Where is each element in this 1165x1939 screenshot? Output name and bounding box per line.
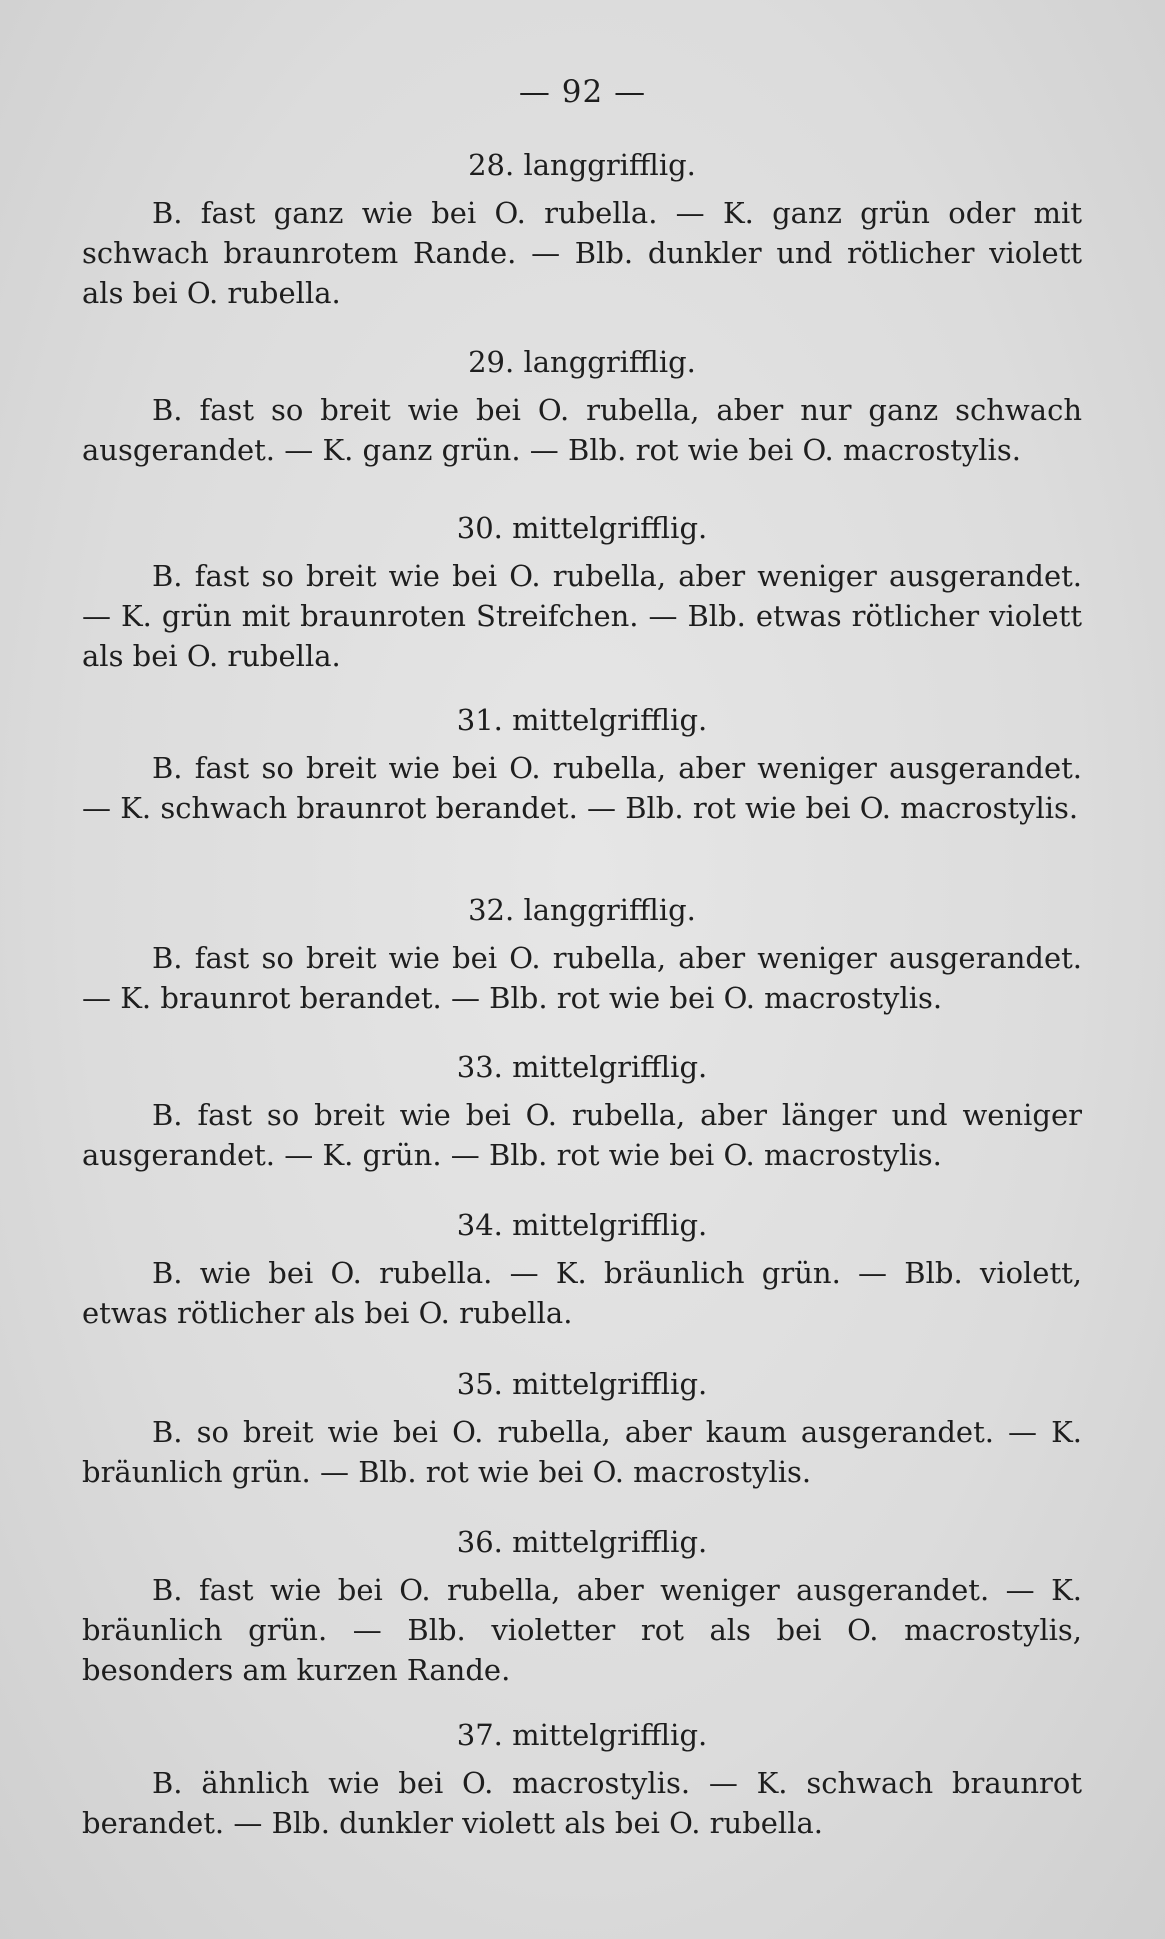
entry-heading: 32. langgrifflig.: [468, 893, 696, 927]
entry-text: B. fast so breit wie bei O. rubella, aber weniger ausgerandet. — K. grün mit braunroten Streifchen. — Blb. etwas rötlicher violett als bei O. rubella.: [82, 559, 1082, 673]
entry-37: [82, 1715, 1082, 1843]
entry-35: [82, 1364, 1082, 1492]
entry-36: [82, 1522, 1082, 1690]
entry-heading: 35. mittelgrifflig.: [456, 1367, 708, 1401]
entry-text: B. wie bei O. rubella. — K. bräunlich grün. — Blb. violett, etwas rötlicher als bei O. rubella.: [82, 1256, 1082, 1330]
entry-heading: 33. mittelgrifflig.: [456, 1050, 708, 1084]
entry-text: B. ähnlich wie bei O. macrostylis. — K. schwach braunrot berandet. — Blb. dunkler violett als bei O. rubella.: [82, 1766, 1082, 1840]
entry-heading: 34. mittelgrifflig.: [456, 1208, 708, 1242]
entry-text: B. fast ganz wie bei O. rubella. — K. ganz grün oder mit schwach braunrotem Rande. — Blb. dunkler und rötlicher violett als bei O. rubella.: [82, 196, 1082, 310]
entry-text: B. fast wie bei O. rubella, aber weniger ausgerandet. — K. bräunlich grün. — Blb. violetter rot als bei O. macrostylis, besonders am kurzen Rande.: [82, 1573, 1082, 1687]
page-number: — 92 —: [518, 74, 647, 110]
entry-heading: 31. mittelgrifflig.: [456, 703, 708, 737]
entry-text: B. fast so breit wie bei O. rubella, aber nur ganz schwach ausgerandet. — K. ganz grün. — Blb. rot wie bei O. macrostylis.: [82, 393, 1082, 467]
entry-30: [82, 508, 1082, 676]
entry-heading: 36. mittelgrifflig.: [456, 1525, 708, 1559]
entry-text: B. fast so breit wie bei O. rubella, aber länger und weniger ausgerandet. — K. grün. — Blb. rot wie bei O. macrostylis.: [82, 1098, 1082, 1172]
entry-31: [82, 700, 1082, 828]
entry-text: B. fast so breit wie bei O. rubella, aber weniger ausgerandet. — K. schwach braunrot berandet. — Blb. rot wie bei O. macrostylis.: [82, 751, 1082, 825]
entry-heading: 29. langgrifflig.: [468, 345, 696, 379]
entry-heading: 30. mittelgrifflig.: [456, 511, 708, 545]
entry-33: [82, 1047, 1082, 1175]
entry-heading: 28. langgrifflig.: [468, 148, 696, 182]
entry-29: [82, 342, 1082, 470]
entry-heading: 37. mittelgrifflig.: [456, 1718, 708, 1752]
entry-text: B. fast so breit wie bei O. rubella, aber weniger ausgerandet. — K. braunrot berandet. — Blb. rot wie bei O. macrostylis.: [82, 941, 1082, 1015]
entry-34: [82, 1205, 1082, 1333]
entry-text: B. so breit wie bei O. rubella, aber kaum ausgerandet. — K. bräunlich grün. — Blb. rot wie bei O. macrostylis.: [82, 1415, 1082, 1489]
entry-28: [82, 145, 1082, 313]
entry-32: [82, 890, 1082, 1018]
